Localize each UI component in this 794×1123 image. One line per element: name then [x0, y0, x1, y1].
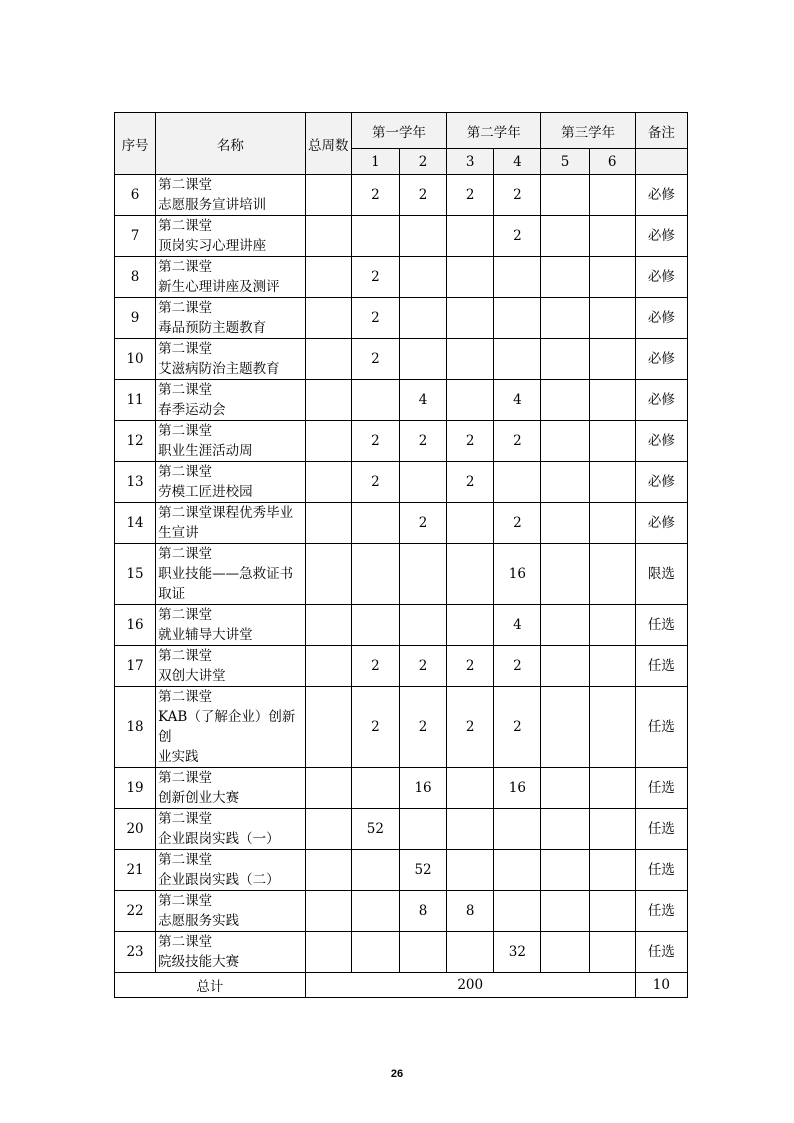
table-row: [115, 932, 688, 973]
row-term-5-weeks: [541, 339, 589, 380]
header-term-6: 6: [589, 149, 635, 175]
row-course-name: [156, 339, 306, 380]
row-term-5-weeks: [541, 891, 589, 932]
row-term-6-weeks: [589, 380, 635, 421]
row-term-4-weeks: [494, 850, 541, 891]
row-term-2-weeks: [399, 216, 446, 257]
table-row: [115, 380, 688, 421]
row-term-4-weeks: 2: [494, 216, 541, 257]
header-term-1: 1: [351, 149, 399, 175]
row-term-2-weeks: [399, 298, 446, 339]
row-remark: 任选: [635, 932, 687, 973]
row-term-2-weeks: [399, 462, 446, 503]
row-term-4-weeks: 2: [494, 421, 541, 462]
row-term-4-weeks: 4: [494, 380, 541, 421]
row-total-weeks: [305, 646, 351, 687]
table-row: [115, 503, 688, 544]
row-term-4-weeks: 32: [494, 932, 541, 973]
row-course-name: [156, 809, 306, 850]
row-term-2-weeks: 2: [399, 646, 446, 687]
row-term-6-weeks: [589, 687, 635, 768]
row-total-weeks: [305, 298, 351, 339]
row-term-5-weeks: [541, 768, 589, 809]
row-term-2-weeks: 52: [399, 850, 446, 891]
row-term-4-weeks: 2: [494, 646, 541, 687]
row-remark: 必修: [635, 503, 687, 544]
row-remark: 任选: [635, 768, 687, 809]
row-term-4-weeks: 2: [494, 687, 541, 768]
course-name-line: 新生心理讲座及测评: [158, 279, 280, 295]
row-remark: 必修: [635, 216, 687, 257]
row-term-2-weeks: 2: [399, 687, 446, 768]
row-course-name: [156, 421, 306, 462]
row-course-name: [156, 257, 306, 298]
row-index: 14: [115, 503, 156, 544]
row-remark: 任选: [635, 809, 687, 850]
row-term-6-weeks: [589, 850, 635, 891]
course-name-line: 生宣讲: [158, 525, 199, 541]
row-course-name: [156, 605, 306, 646]
row-term-1-weeks: 2: [351, 339, 399, 380]
course-name-line: 职业生涯活动周: [158, 443, 253, 459]
row-term-2-weeks: [399, 257, 446, 298]
header-remark: 备注: [635, 113, 687, 149]
row-term-2-weeks: 2: [399, 503, 446, 544]
course-name-line: 第二课堂: [158, 546, 213, 562]
course-name-line: 第二课堂: [158, 259, 213, 275]
table-body: [115, 175, 688, 973]
table-row: [115, 768, 688, 809]
row-term-1-weeks: [351, 380, 399, 421]
table-row: [115, 298, 688, 339]
row-term-6-weeks: [589, 462, 635, 503]
row-term-6-weeks: [589, 503, 635, 544]
table-row: [115, 809, 688, 850]
course-name-line: KAB（了解企业）创新创: [158, 709, 296, 745]
row-term-1-weeks: [351, 544, 399, 605]
row-term-6-weeks: [589, 809, 635, 850]
row-term-2-weeks: 2: [399, 175, 446, 216]
row-remark: 必修: [635, 421, 687, 462]
row-term-3-weeks: 2: [447, 646, 494, 687]
row-term-5-weeks: [541, 687, 589, 768]
row-term-3-weeks: [447, 339, 494, 380]
row-remark: 任选: [635, 687, 687, 768]
row-course-name: [156, 462, 306, 503]
table-row: [115, 605, 688, 646]
row-term-5-weeks: [541, 298, 589, 339]
row-index: 9: [115, 298, 156, 339]
row-term-3-weeks: [447, 768, 494, 809]
course-name-line: 第二课堂: [158, 770, 213, 786]
page-number: 26: [390, 1068, 404, 1080]
course-name-line: 毒品预防主题教育: [158, 320, 267, 336]
course-name-line: 取证: [158, 586, 186, 602]
row-index: 17: [115, 646, 156, 687]
row-total-weeks: [305, 768, 351, 809]
row-term-5-weeks: [541, 544, 589, 605]
row-total-weeks: [305, 932, 351, 973]
row-remark: 必修: [635, 175, 687, 216]
row-total-weeks: [305, 175, 351, 216]
header-year-3: 第三学年: [541, 113, 635, 149]
footer-total-value: 200: [305, 973, 635, 998]
row-term-1-weeks: 52: [351, 809, 399, 850]
row-term-2-weeks: [399, 339, 446, 380]
row-term-1-weeks: [351, 503, 399, 544]
course-name-line: 志愿服务实践: [158, 913, 240, 929]
row-course-name: [156, 544, 306, 605]
row-term-1-weeks: 2: [351, 646, 399, 687]
row-remark: 任选: [635, 646, 687, 687]
row-course-name: [156, 932, 306, 973]
row-term-4-weeks: 16: [494, 768, 541, 809]
row-term-1-weeks: 2: [351, 298, 399, 339]
header-term-2: 2: [399, 149, 446, 175]
table-row: [115, 687, 688, 768]
row-term-6-weeks: [589, 175, 635, 216]
course-name-line: 业实践: [158, 749, 199, 765]
table-row: [115, 544, 688, 605]
row-term-2-weeks: 8: [399, 891, 446, 932]
row-term-6-weeks: [589, 339, 635, 380]
row-index: 22: [115, 891, 156, 932]
row-term-1-weeks: [351, 891, 399, 932]
row-index: 16: [115, 605, 156, 646]
row-term-4-weeks: [494, 809, 541, 850]
table-row: [115, 175, 688, 216]
row-index: 15: [115, 544, 156, 605]
row-term-3-weeks: 2: [447, 687, 494, 768]
course-name-line: 创新创业大赛: [158, 790, 240, 806]
row-term-5-weeks: [541, 605, 589, 646]
row-course-name: [156, 503, 306, 544]
row-term-1-weeks: [351, 605, 399, 646]
course-name-line: 企业跟岗实践（一）: [158, 831, 280, 847]
row-term-5-weeks: [541, 850, 589, 891]
row-total-weeks: [305, 339, 351, 380]
row-term-6-weeks: [589, 421, 635, 462]
table-row: [115, 646, 688, 687]
course-table: [114, 112, 688, 998]
course-name-line: 顶岗实习心理讲座: [158, 238, 267, 254]
row-term-6-weeks: [589, 768, 635, 809]
row-total-weeks: [305, 216, 351, 257]
row-term-5-weeks: [541, 216, 589, 257]
row-term-1-weeks: [351, 850, 399, 891]
row-term-3-weeks: [447, 850, 494, 891]
row-remark: 必修: [635, 380, 687, 421]
row-term-3-weeks: 8: [447, 891, 494, 932]
row-term-4-weeks: 2: [494, 175, 541, 216]
row-index: 21: [115, 850, 156, 891]
row-remark: 必修: [635, 339, 687, 380]
row-index: 12: [115, 421, 156, 462]
row-term-3-weeks: [447, 380, 494, 421]
course-name-line: 双创大讲堂: [158, 668, 226, 684]
row-term-3-weeks: [447, 298, 494, 339]
row-term-6-weeks: [589, 891, 635, 932]
row-term-5-weeks: [541, 809, 589, 850]
header-index: 序号: [115, 113, 156, 175]
course-name-line: 第二课堂课程优秀毕业: [158, 505, 294, 521]
row-term-2-weeks: [399, 605, 446, 646]
row-term-2-weeks: [399, 544, 446, 605]
header-term-4: 4: [494, 149, 541, 175]
row-index: 18: [115, 687, 156, 768]
row-term-2-weeks: 16: [399, 768, 446, 809]
course-name-line: 第二课堂: [158, 648, 213, 664]
row-term-2-weeks: 2: [399, 421, 446, 462]
row-remark: 必修: [635, 298, 687, 339]
row-remark: 必修: [635, 462, 687, 503]
row-term-2-weeks: 4: [399, 380, 446, 421]
row-index: 8: [115, 257, 156, 298]
row-remark: 任选: [635, 605, 687, 646]
row-term-3-weeks: 2: [447, 462, 494, 503]
row-total-weeks: [305, 380, 351, 421]
course-name-line: 第二课堂: [158, 300, 213, 316]
row-term-1-weeks: [351, 216, 399, 257]
course-name-line: 职业技能——急救证书: [158, 566, 294, 582]
row-term-3-weeks: 2: [447, 175, 494, 216]
course-name-line: 第二课堂: [158, 464, 213, 480]
course-name-line: 第二课堂: [158, 689, 213, 705]
row-remark: 任选: [635, 891, 687, 932]
table-row: [115, 257, 688, 298]
course-name-line: 春季运动会: [158, 402, 226, 418]
row-index: 10: [115, 339, 156, 380]
row-course-name: [156, 646, 306, 687]
row-index: 19: [115, 768, 156, 809]
row-term-6-weeks: [589, 932, 635, 973]
header-term-5: 5: [541, 149, 589, 175]
row-term-4-weeks: 16: [494, 544, 541, 605]
row-term-4-weeks: [494, 339, 541, 380]
row-term-3-weeks: [447, 544, 494, 605]
row-term-6-weeks: [589, 544, 635, 605]
row-term-3-weeks: [447, 503, 494, 544]
header-remark-blank: [635, 149, 687, 175]
row-term-3-weeks: 2: [447, 421, 494, 462]
row-term-4-weeks: [494, 257, 541, 298]
row-course-name: [156, 175, 306, 216]
table-row: [115, 421, 688, 462]
row-term-3-weeks: [447, 932, 494, 973]
course-name-line: 第二课堂: [158, 811, 213, 827]
row-term-6-weeks: [589, 298, 635, 339]
row-course-name: [156, 298, 306, 339]
course-name-line: 企业跟岗实践（二）: [158, 872, 280, 888]
table-header: [115, 113, 688, 175]
course-name-line: 第二课堂: [158, 852, 213, 868]
row-index: 7: [115, 216, 156, 257]
row-remark: 限选: [635, 544, 687, 605]
row-total-weeks: [305, 605, 351, 646]
row-total-weeks: [305, 850, 351, 891]
row-term-3-weeks: [447, 257, 494, 298]
row-term-1-weeks: 2: [351, 421, 399, 462]
row-course-name: [156, 687, 306, 768]
row-total-weeks: [305, 257, 351, 298]
row-total-weeks: [305, 462, 351, 503]
row-term-4-weeks: [494, 462, 541, 503]
header-year-1: 第一学年: [351, 113, 446, 149]
row-term-5-weeks: [541, 462, 589, 503]
row-term-4-weeks: 4: [494, 605, 541, 646]
row-term-5-weeks: [541, 646, 589, 687]
table-row: [115, 850, 688, 891]
course-name-line: 第二课堂: [158, 934, 213, 950]
row-total-weeks: [305, 421, 351, 462]
row-course-name: [156, 891, 306, 932]
table-row: [115, 462, 688, 503]
row-course-name: [156, 380, 306, 421]
row-term-5-weeks: [541, 380, 589, 421]
row-term-6-weeks: [589, 216, 635, 257]
row-term-1-weeks: 2: [351, 462, 399, 503]
header-name: 名称: [156, 113, 306, 175]
row-total-weeks: [305, 809, 351, 850]
row-term-2-weeks: [399, 809, 446, 850]
row-term-5-weeks: [541, 421, 589, 462]
row-term-4-weeks: [494, 298, 541, 339]
row-term-3-weeks: [447, 809, 494, 850]
row-index: 13: [115, 462, 156, 503]
row-total-weeks: [305, 503, 351, 544]
course-name-line: 第二课堂: [158, 341, 213, 357]
row-index: 23: [115, 932, 156, 973]
row-remark: 必修: [635, 257, 687, 298]
course-name-line: 第二课堂: [158, 382, 213, 398]
row-total-weeks: [305, 891, 351, 932]
table-row: [115, 891, 688, 932]
row-term-6-weeks: [589, 605, 635, 646]
course-name-line: 志愿服务宣讲培训: [158, 197, 267, 213]
row-index: 6: [115, 175, 156, 216]
table-row: [115, 339, 688, 380]
row-course-name: [156, 768, 306, 809]
row-term-5-weeks: [541, 503, 589, 544]
footer-total-label: 总计: [115, 973, 306, 998]
row-total-weeks: [305, 544, 351, 605]
row-term-2-weeks: [399, 932, 446, 973]
course-name-line: 第二课堂: [158, 423, 213, 439]
row-term-1-weeks: [351, 768, 399, 809]
course-name-line: 第二课堂: [158, 218, 213, 234]
row-term-1-weeks: 2: [351, 175, 399, 216]
row-remark: 任选: [635, 850, 687, 891]
row-total-weeks: [305, 687, 351, 768]
row-index: 11: [115, 380, 156, 421]
table-row: [115, 216, 688, 257]
course-name-line: 艾滋病防治主题教育: [158, 361, 280, 377]
course-name-line: 就业辅导大讲堂: [158, 627, 253, 643]
row-term-5-weeks: [541, 932, 589, 973]
footer-remark-value: 10: [635, 973, 687, 998]
row-term-1-weeks: [351, 932, 399, 973]
course-name-line: 院级技能大赛: [158, 954, 240, 970]
row-term-3-weeks: [447, 605, 494, 646]
row-course-name: [156, 850, 306, 891]
row-course-name: [156, 216, 306, 257]
course-name-line: 劳模工匠进校园: [158, 484, 253, 500]
row-term-1-weeks: 2: [351, 257, 399, 298]
row-term-4-weeks: [494, 891, 541, 932]
course-name-line: 第二课堂: [158, 893, 213, 909]
header-total-weeks: 总周数: [305, 113, 351, 175]
row-term-6-weeks: [589, 257, 635, 298]
row-term-1-weeks: 2: [351, 687, 399, 768]
course-name-line: 第二课堂: [158, 607, 213, 623]
header-term-3: 3: [447, 149, 494, 175]
course-name-line: 第二课堂: [158, 177, 213, 193]
header-year-2: 第二学年: [447, 113, 541, 149]
row-term-6-weeks: [589, 646, 635, 687]
row-index: 20: [115, 809, 156, 850]
row-term-4-weeks: 2: [494, 503, 541, 544]
row-term-5-weeks: [541, 257, 589, 298]
row-term-5-weeks: [541, 175, 589, 216]
row-term-3-weeks: [447, 216, 494, 257]
table-footer: [115, 973, 688, 998]
